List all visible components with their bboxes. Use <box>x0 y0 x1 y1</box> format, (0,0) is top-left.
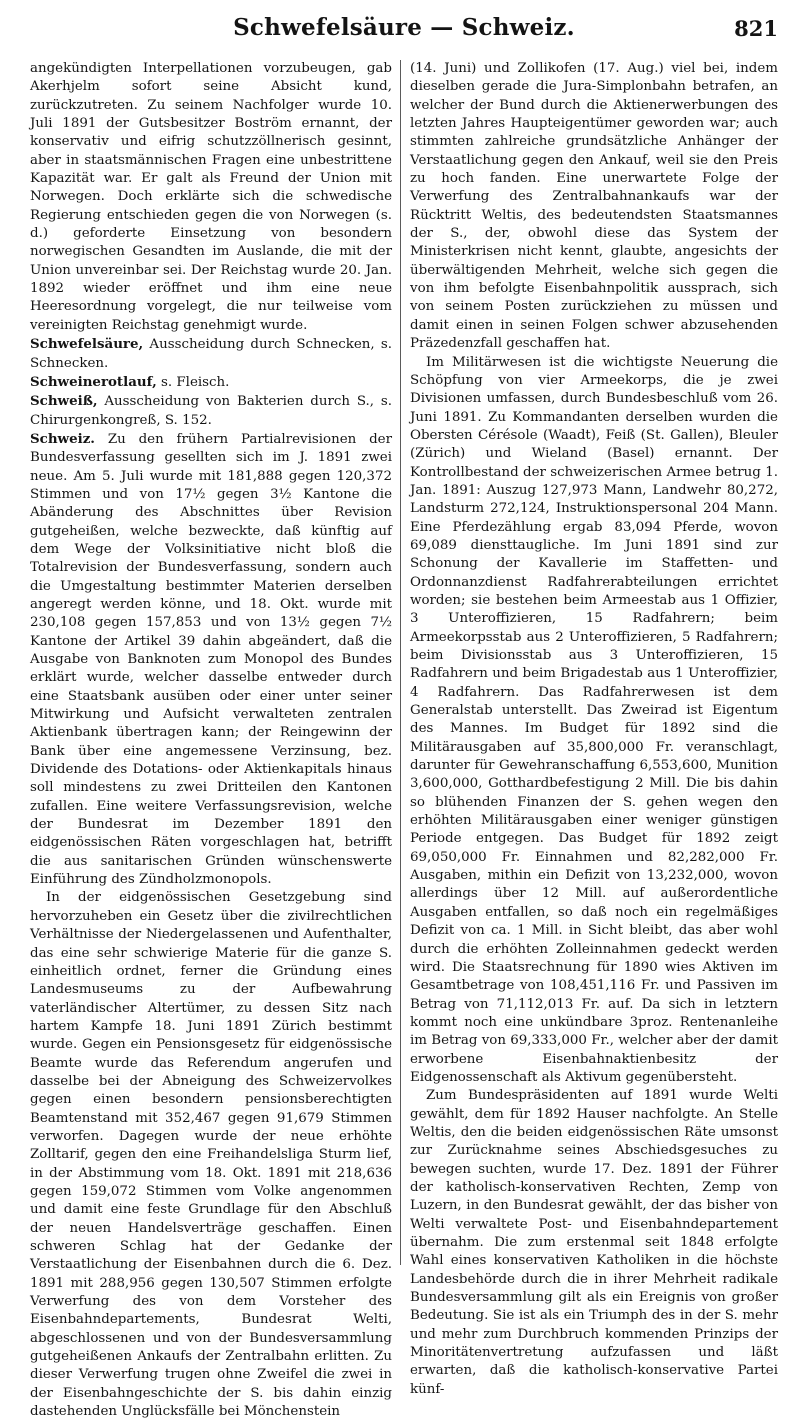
paragraph-legislation: In der eidgenössischen Gesetzgebung sind hervorzuheben ein Gesetz über die zivilrechtlichen Verhältnisse der Niedergelassenen und Aufenthalter, das eine sehr schwierige Materie für die ganze S. einheitlich ordnet, ferner die Gründung eines Landesmuseums zu der Aufbewahrung vaterländischer Altertümer, zu dessen Sitz nach hartem Kampfe 18. Juni 1891 Zürich bestimmt wurde. Gegen ein Pensionsgesetz für eidgenössische Beamte wurde das Referendum angerufen und dasselbe bei der Abneigung des Schweizervolkes gegen einen besondern pensionsberechtigten Beamtenstand mit 352,467 gegen 91,679 Stimmen verworfen. Dagegen wurde der neue erhöhte Zolltarif, gegen den eine Freihandelsliga Sturm lief, in der Abstimmung vom 18. Okt. 1891 mit 218,636 gegen 159,072 Stimmen vom Volke angenommen und damit eine feste Grundlage für den Abschluß der neuen Handelsverträge geschaffen. Einen schweren Schlag hat der Gedanke der Verstaatlichung der Eisenbahnen durch die 6. Dez. 1891 mit 288,956 gegen 130,507 Stimmen erfolgte Verwerfung des von dem Vorsteher des Eisenbahndepartements, Bundesrat Welti, abgeschlossenen und von der Bundesversammlung gutgeheißenen Ankaufs der Zentralbahn erlitten. Zu dieser Verwerfung trugen ohne Zweifel die zwei in der Eisenbahngeschichte der S. bis dahin einzig dastehenden Unglücksfälle bei Mönchenstein <box>30 890 392 1420</box>
left-column <box>30 60 392 1420</box>
entry-schweinerotlauf <box>30 373 392 392</box>
running-title: Schwefelsäure — Schweiz. <box>233 14 575 41</box>
entry-headword: Schweiz. <box>30 430 95 447</box>
entry-text: s. Fleisch. <box>156 374 230 390</box>
page-header <box>30 14 778 50</box>
page-number: 821 <box>734 16 778 41</box>
paragraph-federal-president: Zum Bundespräsidenten auf 1891 wurde Welti gewählt, dem für 1892 Hauser nachfolgte. An Stelle Weltis, den die beiden eidgenössischen Räte umsonst zur Zurücknahme seines Abschiedsgesuches zu bewegen suchten, wurde 17. Dez. 1891 der Führer der katholisch-konservativen Rechten, Zemp von Luzern, in den Bundesrat gewählt, der das bisher von Welti verwaltete Post- und Eisenbahndepartement übernahm. Die zum erstenmal seit 1848 erfolgte Wahl eines konservativen Katholiken in die höchste Landesbehörde durch die in ihrer Mehrheit radikale Bundesversammlung gilt als ein Ereignis von großer Bedeutung. Sie ist als ein Triumph des in der S. mehr und mehr zum Durchbruch kommenden Prinzips der Minoritätenvertretung aufzufassen und läßt erwarten, daß die katholisch-konservative Partei künf- <box>410 1088 778 1397</box>
entry-schweiss <box>30 392 392 430</box>
right-column <box>410 60 778 1397</box>
entry-text: Zu den frühern Partialrevisionen der Bundesverfassung gesellten sich im J. 1891 zwei neue. Am 5. Juli wurde mit 181,888 gegen 120,372 Stimmen und von 17½ gegen 3½ Kantone die Abänderung des Abschnittes über Revision gutgeheißen, welche bezweckte, daß künftig auf dem Wege der Volksinitiative nicht bloß die Totalrevision der Bundesverfassung, sondern auch die Umgestaltung bestimmter Materien derselben angeregt werden könne, und 18. Okt. wurde mit 230,108 gegen 157,853 und von 13½ gegen 7½ Kantone der Artikel 39 dahin abgeändert, daß die Ausgabe von Banknoten zum Monopol des Bundes erklärt wurde, welcher dasselbe entweder durch eine Staatsbank ausüben oder einer unter seiner Mitwirkung und Aufsicht verwalteten zentralen Aktienbank übertragen kann; der Reingewinn der Bank über eine angemessene Verzinsung, bez. Dividende des Dotations- oder Aktienkapitals hinaus soll mindestens zu zwei Dritteilen den Kantonen zufallen. Eine weitere Verfassungsrevision, welche der Bundesrat im Dezember 1891 den eidgenössischen Räten vorgeschlagen hat, betrifft die aus sanitarischen Gründen wünschenswerte Einführung des Zündholzmonopols. <box>30 431 392 888</box>
entry-text: Ausscheidung von Bakterien durch S., s. Chirurgenkongreß, S. 152. <box>30 394 392 428</box>
entry-schweiz <box>30 430 392 890</box>
paragraph-railway: (14. Juni) und Zollikofen (17. Aug.) viel bei, indem dieselben gerade die Jura-Simplonbahn betrafen, an welcher der Bund durch die Aktienerwerbungen des letzten Jahres Haupteigentümer geworden war; auch stimmten zahlreiche grundsätzliche Anhänger der Verstaatlichung gegen den Ankauf, weil sie den Preis zu hoch fanden. Eine unerwartete Folge der Verwerfung des Zentralbahnankaufs war der Rücktritt Weltis, des bedeutendsten Staatsmannes der S., der, obwohl diese das System der Ministerkrisen nicht kennt, glaubte, angesichts der überwältigenden Mehrheit, welche sich gegen die von ihm befolgte Eisenbahnpolitik aussprach, sich von seinem Posten zurückziehen zu müssen und damit einen in seinen Folgen schwer abzusehenden Präzedenzfall geschaffen hat. <box>410 61 778 352</box>
entry-text: Ausscheidung durch Schnecken, s. Schnecken. <box>30 337 392 371</box>
entry-headword: Schweiß, <box>30 393 98 410</box>
paragraph-military: Im Militärwesen ist die wichtigste Neuerung die Schöpfung von vier Armeekorps, die je zwei Divisionen umfassen, durch Bundesbeschluß vom 26. Juni 1891. Zu Kommandanten derselben wurden die Obersten Cérésole (Waadt), Feiß (St. Gallen), Bleuler (Zürich) und Wieland (Basel) ernannt. Der Kontrollbestand der schweizerischen Armee betrug 1. Jan. 1891: Auszug 127,973 Mann, Landwehr 80,272, Landsturm 272,124, Instruktionspersonal 204 Mann. Eine Pferdezählung ergab 83,094 Pferde, wovon 69,089 diensttaugliche. Im Juni 1891 sind zur Schonung der Kavallerie im Staffetten- und Ordonnanzdienst Radfahrerabteilungen errichtet worden; sie bestehen beim Armeestab aus 1 Offizier, 3 Unteroffizieren, 15 Radfahrern; beim Armeekorpsstab aus 2 Unteroffizieren, 5 Radfahrern; beim Divisionsstab aus 3 Unteroffizieren, 15 Radfahrern und beim Brigadestab aus 1 Unteroffizier, 4 Radfahrern. Das Radfahrerwesen ist dem Generalstab unterstellt. Das Zweirad ist Eigentum des Mannes. Im Budget für 1892 sind die Militärausgaben auf 35,800,000 Fr. veranschlagt, darunter für Gewehranschaffung 6,553,600, Munition 3,600,000, Gotthardbefestigung 2 Mill. Die bis dahin so blühenden Finanzen der S. gehen wegen den erhöhten Militärausgaben einer weniger günstigen Periode entgegen. Das Budget für 1892 zeigt 69,050,000 Fr. Einnahmen und 82,282,000 Fr. Ausgaben, mithin ein Defizit von 13,232,000, wovon allerdings über 12 Mill. auf außerordentliche Ausgaben entfallen, so daß noch ein regelmäßiges Defizit von ca. 1 Mill. in Sicht bleibt, das aber wohl durch die erhöhten Zolleinnahmen gedeckt werden wird. Die Staatsrechnung für 1890 wies Aktiven im Gesamtbetrage von 108,451,116 Fr. und Passiven im Betrag von 71,112,013 Fr. auf. Da sich in letztern kommt noch eine unkündbare 3proz. Rentenanleihe im Betrag von 69,333,000 Fr., welcher aber der damit erworbene Eisenbahnaktienbesitz der Eidgenossenschaft als Aktivum gegenübersteht. <box>410 354 778 1085</box>
paragraph-sweden-continued: angekündigten Interpellationen vorzubeugen, gab Akerhjelm sofort seine Absicht kund, zurückzutreten. Zu seinem Nachfolger wurde 10. Juli 1891 der Gutsbesitzer Boström ernannt, der konservativ und eifrig schutzzöllnerisch gesinnt, aber in staatsmännischen Fragen eine unbestrittene Kapazität war. Er galt als Freund der Union mit Norwegen. Doch erklärte sich die schwedische Regierung entschieden gegen die von Norwegen (s. d.) geforderte Einsetzung von besondern norwegischen Gesandten im Auslande, die mit der Union unvereinbar sei. Der Reichstag wurde 20. Jan. 1892 wieder eröffnet und ihm eine neue Heeresordnung vorgelegt, die nur teilweise vom vereinigten Reichstag genehmigt wurde. <box>30 61 392 333</box>
column-divider <box>400 60 401 1265</box>
entry-headword: Schwefelsäure, <box>30 336 144 353</box>
entry-schwefelsaeure <box>30 335 392 373</box>
entry-headword: Schweinerotlauf, <box>30 373 157 390</box>
